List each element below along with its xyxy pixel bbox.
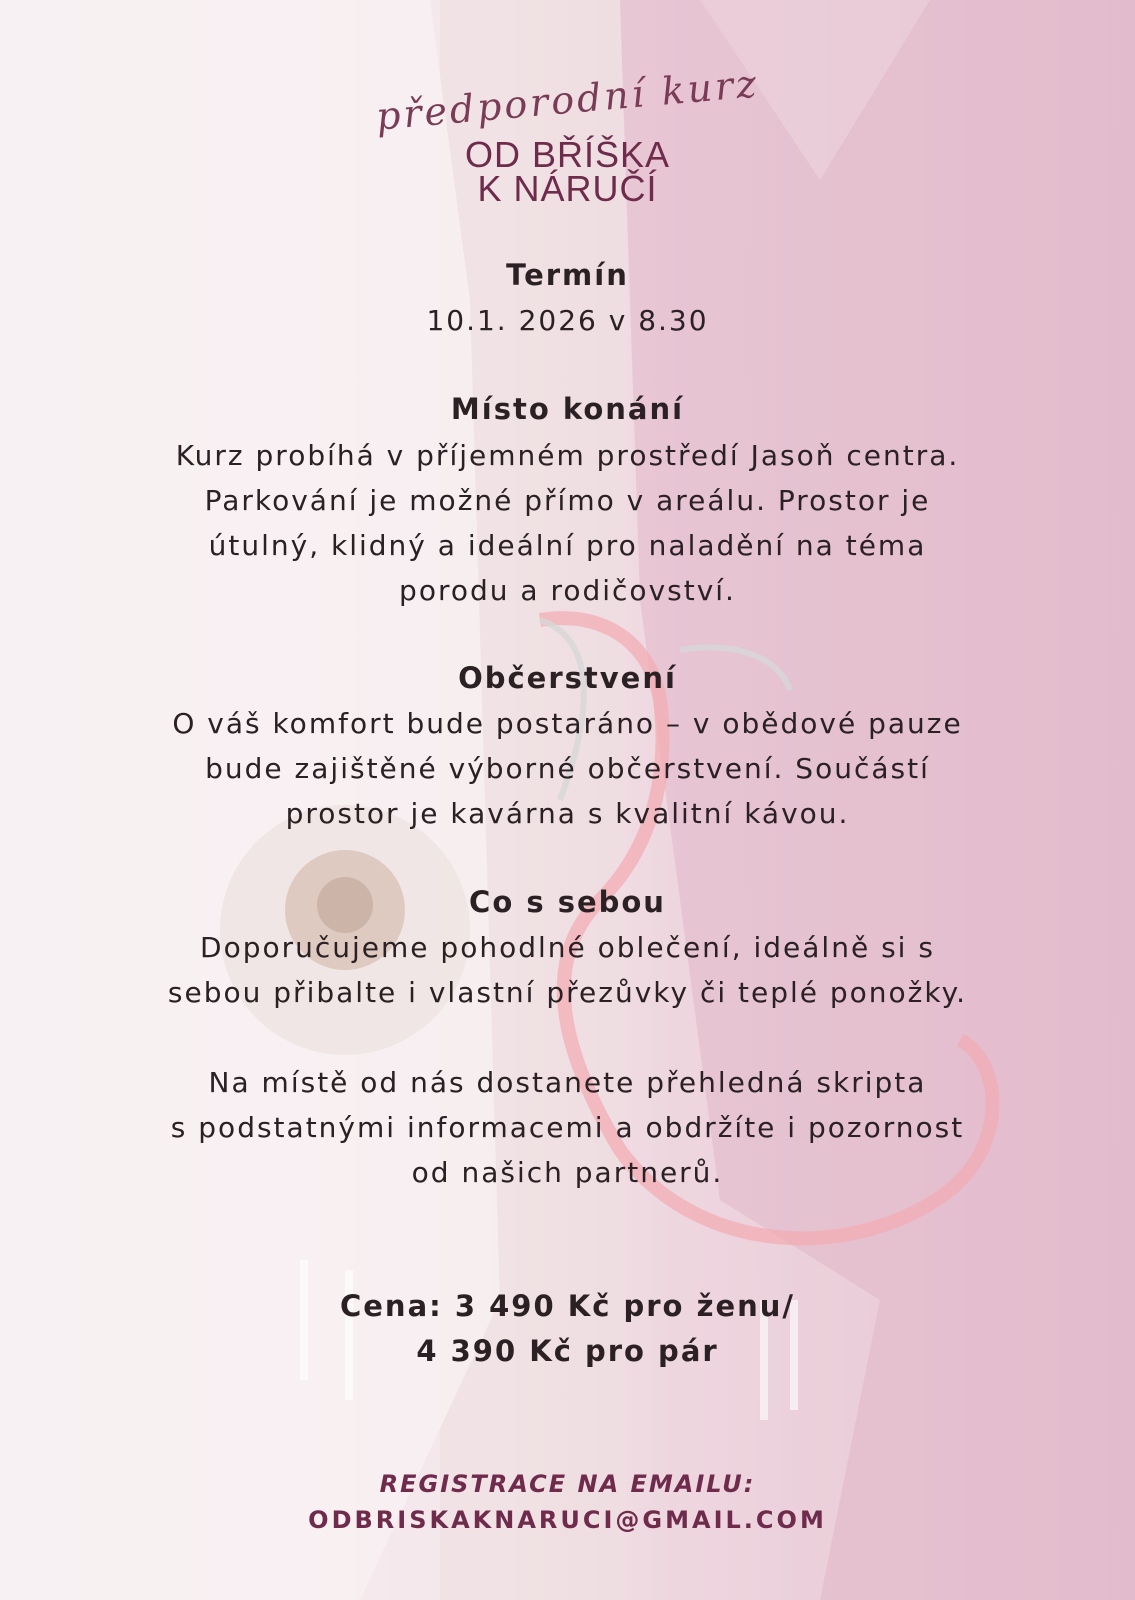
price-line-1: Cena: 3 490 Kč pro ženu/	[339, 1289, 796, 1323]
logo-line-2: K NÁRUČÍ	[477, 168, 658, 209]
skripta-line: s podstatnými informacemi a obdržíte i pozornost	[170, 1111, 965, 1144]
cosebou-line: sebou přibalte i vlastní přezůvky či teplé ponožky.	[167, 976, 968, 1009]
obcerstveni-heading: Občerstvení	[458, 661, 677, 695]
misto-line: útulný, klidný a ideální pro naladění na téma	[208, 529, 927, 562]
misto-line: porodu a rodičovství.	[399, 574, 736, 607]
misto-heading: Místo konání	[450, 392, 685, 426]
registration-email[interactable]: ODBRISKAKNARUCI@GMAIL.COM	[308, 1506, 827, 1534]
obcerstveni-line: bude zajištěné výborné občerstvení. Součástí	[205, 752, 930, 785]
termin-heading: Termín	[506, 258, 629, 292]
price-line-2: 4 390 Kč pro pár	[416, 1334, 719, 1368]
termin-date: 10.1. 2026 v 8.30	[426, 304, 709, 337]
misto-line: Parkování je možné přímo v areálu. Prostor je	[204, 484, 931, 517]
registration-label: REGISTRACE NA EMAILU:	[379, 1470, 756, 1498]
logo-script: předporodní kurz	[374, 61, 761, 139]
logo-line-1: OD BŘÍŠKA	[464, 134, 671, 175]
misto-line: Kurz probíhá v příjemném prostředí Jasoň centra.	[175, 439, 960, 472]
cosebou-heading: Co s sebou	[469, 885, 666, 919]
obcerstveni-line: prostor je kavárna s kvalitní kávou.	[285, 797, 850, 830]
cosebou-line: Doporučujeme pohodlné oblečení, ideálně si s	[200, 931, 935, 964]
skripta-line: Na místě od nás dostanete přehledná skripta	[208, 1066, 927, 1099]
obcerstveni-line: O váš komfort bude postaráno – v obědové pauze	[172, 707, 963, 740]
skripta-line: od našich partnerů.	[411, 1156, 724, 1189]
